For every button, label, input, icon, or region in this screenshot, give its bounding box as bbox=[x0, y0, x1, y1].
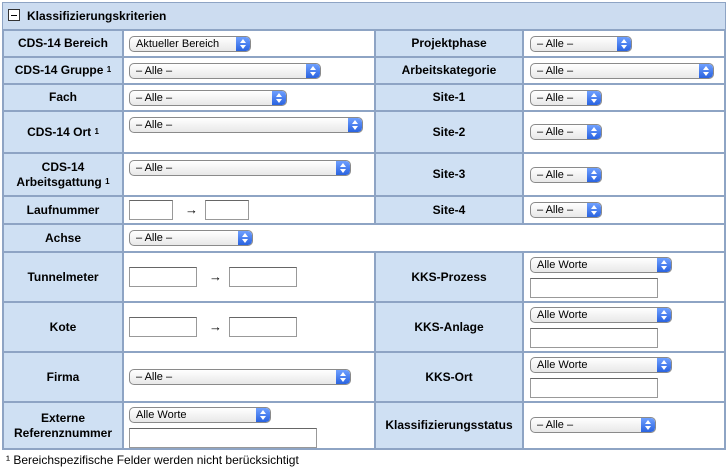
select-arrow-icon bbox=[272, 91, 286, 105]
value-kks-prozess bbox=[523, 252, 725, 302]
select-arrow-icon bbox=[587, 203, 601, 217]
select-value: Alle Worte bbox=[537, 259, 588, 271]
label-achse bbox=[3, 224, 123, 252]
label-site2 bbox=[375, 111, 523, 153]
label-text: Projektphase bbox=[411, 36, 487, 50]
kks-ort-input[interactable] bbox=[530, 378, 658, 398]
value-cds14-bereich bbox=[123, 30, 375, 57]
kks-prozess-select[interactable] bbox=[530, 257, 672, 273]
laufnummer-from-input[interactable] bbox=[129, 200, 173, 220]
label-text: Achse bbox=[44, 230, 82, 245]
externe-referenznummer-select[interactable] bbox=[129, 407, 271, 423]
select-arrow-icon bbox=[336, 161, 350, 175]
label-site3 bbox=[375, 153, 523, 196]
label-cds14-arbeitsgattung bbox=[3, 153, 123, 196]
label-site1 bbox=[375, 84, 523, 111]
label-cds14-bereich bbox=[3, 30, 123, 57]
value-achse bbox=[123, 224, 725, 252]
select-value: – Alle – bbox=[537, 204, 574, 216]
select-arrow-icon bbox=[699, 64, 713, 78]
collapse-toggle-icon[interactable] bbox=[8, 9, 20, 21]
label-arbeitsgattung-text: Arbeitsgattung bbox=[16, 174, 102, 189]
label-text: Site-4 bbox=[432, 202, 466, 217]
label-kks-anlage bbox=[375, 302, 523, 352]
label-text: Klassifizierungsstatus bbox=[385, 418, 513, 432]
label-arbeitskategorie bbox=[375, 57, 523, 84]
label-text: Site-2 bbox=[432, 124, 466, 139]
select-value: Alle Worte bbox=[537, 309, 588, 321]
select-value: Aktueller Bereich bbox=[136, 38, 220, 50]
klassifizierungsstatus-select[interactable] bbox=[530, 417, 656, 433]
fach-select[interactable] bbox=[129, 90, 287, 106]
label-klassifizierungsstatus bbox=[375, 402, 523, 449]
value-kote bbox=[123, 302, 375, 352]
label-kks-ort bbox=[375, 352, 523, 402]
label-kks-prozess bbox=[375, 252, 523, 302]
select-arrow-icon bbox=[587, 168, 601, 182]
select-arrow-icon bbox=[657, 358, 671, 372]
panel-title: Klassifizierungskriterien bbox=[27, 9, 167, 23]
label-site4 bbox=[375, 196, 523, 224]
kks-anlage-select[interactable] bbox=[530, 307, 672, 323]
site4-select[interactable] bbox=[530, 202, 602, 218]
select-value: – Alle – bbox=[136, 371, 173, 383]
range-arrow-icon: → bbox=[209, 269, 222, 284]
label-tunnelmeter bbox=[3, 252, 123, 302]
label-cds14-gruppe-text: CDS-14 Gruppe bbox=[14, 63, 104, 77]
select-value: – Alle – bbox=[136, 162, 173, 174]
label-text: Site-3 bbox=[432, 167, 466, 181]
select-value: – Alle – bbox=[537, 38, 574, 50]
label-text-line2: Referenznummer bbox=[13, 425, 113, 440]
value-fach bbox=[123, 84, 375, 111]
label-text: KKS-Prozess bbox=[411, 269, 487, 284]
select-arrow-icon bbox=[348, 118, 362, 132]
footnote-marker: 1 bbox=[106, 65, 112, 74]
select-arrow-icon bbox=[657, 258, 671, 272]
label-laufnummer bbox=[3, 196, 123, 224]
value-firma bbox=[123, 352, 375, 402]
footnote-marker: 1 bbox=[105, 176, 110, 186]
value-projektphase bbox=[523, 30, 725, 57]
kks-prozess-input[interactable] bbox=[530, 278, 658, 298]
cds14-arbeitsgattung-select[interactable] bbox=[129, 160, 351, 176]
value-externe-referenznummer bbox=[123, 402, 375, 449]
select-value: Alle Worte bbox=[537, 359, 588, 371]
label-cds14-ort bbox=[3, 111, 123, 153]
label-text bbox=[15, 63, 111, 78]
select-value: Alle Worte bbox=[136, 409, 187, 421]
select-arrow-icon bbox=[306, 64, 320, 78]
select-arrow-icon bbox=[238, 231, 252, 245]
select-arrow-icon bbox=[336, 370, 350, 384]
label-text-line1: Externe bbox=[40, 410, 86, 425]
value-arbeitskategorie bbox=[523, 57, 725, 84]
value-site4 bbox=[523, 196, 725, 224]
cds14-bereich-select[interactable] bbox=[129, 36, 251, 52]
label-fach bbox=[3, 84, 123, 111]
label-text: KKS-Ort bbox=[425, 369, 473, 384]
label-text: Tunnelmeter bbox=[27, 269, 99, 284]
value-laufnummer bbox=[123, 196, 375, 224]
select-value: – Alle – bbox=[537, 126, 574, 138]
select-value: – Alle – bbox=[136, 65, 173, 77]
select-value: – Alle – bbox=[537, 419, 574, 431]
select-arrow-icon bbox=[256, 408, 270, 422]
select-arrow-icon bbox=[587, 91, 601, 105]
tunnelmeter-to-input[interactable] bbox=[229, 267, 297, 287]
achse-select[interactable] bbox=[129, 230, 253, 246]
select-arrow-icon bbox=[617, 37, 631, 51]
site3-select[interactable] bbox=[530, 167, 602, 183]
value-kks-anlage bbox=[523, 302, 725, 352]
firma-select[interactable] bbox=[129, 369, 351, 385]
select-value: – Alle – bbox=[136, 232, 173, 244]
label-text: Fach bbox=[48, 90, 77, 104]
range-arrow-icon: → bbox=[209, 319, 222, 334]
kks-ort-select[interactable] bbox=[530, 357, 672, 373]
value-cds14-ort bbox=[123, 111, 375, 153]
projektphase-select[interactable] bbox=[530, 36, 632, 52]
label-text: KKS-Anlage bbox=[414, 319, 484, 334]
klassifizierung-panel bbox=[2, 2, 726, 450]
label-text: Laufnummer bbox=[26, 202, 100, 217]
label-projektphase bbox=[375, 30, 523, 57]
select-value: – Alle – bbox=[136, 119, 173, 131]
select-value: – Alle – bbox=[537, 65, 574, 77]
label-cds14-ort-text: CDS-14 Ort bbox=[27, 124, 92, 139]
select-arrow-icon bbox=[236, 37, 250, 51]
label-text-line2 bbox=[16, 175, 109, 190]
value-site3 bbox=[523, 153, 725, 196]
label-text: Site-1 bbox=[432, 90, 466, 104]
site1-select[interactable] bbox=[530, 90, 602, 106]
kote-from-input[interactable] bbox=[129, 317, 197, 337]
select-value: – Alle – bbox=[537, 92, 574, 104]
value-tunnelmeter bbox=[123, 252, 375, 302]
cds14-ort-select[interactable] bbox=[129, 117, 363, 133]
select-arrow-icon bbox=[587, 125, 601, 139]
label-cds14-gruppe bbox=[3, 57, 123, 84]
select-arrow-icon bbox=[641, 418, 655, 432]
range-arrow-icon: → bbox=[185, 202, 198, 217]
site2-select[interactable] bbox=[530, 124, 602, 140]
footnote-marker: 1 bbox=[94, 126, 99, 136]
value-klassifizierungsstatus bbox=[523, 402, 725, 449]
cds14-gruppe-select[interactable] bbox=[129, 63, 321, 79]
value-site2 bbox=[523, 111, 725, 153]
laufnummer-to-input[interactable] bbox=[205, 200, 249, 220]
panel-header bbox=[3, 3, 725, 30]
select-value: – Alle – bbox=[136, 92, 173, 104]
label-text: Arbeitskategorie bbox=[401, 63, 497, 77]
arbeitskategorie-select[interactable] bbox=[530, 63, 714, 79]
select-arrow-icon bbox=[657, 308, 671, 322]
select-value: – Alle – bbox=[537, 169, 574, 181]
value-kks-ort bbox=[523, 352, 725, 402]
label-text bbox=[27, 125, 99, 140]
label-kote bbox=[3, 302, 123, 352]
value-cds14-gruppe bbox=[123, 57, 375, 84]
label-firma bbox=[3, 352, 123, 402]
label-externe-referenznummer bbox=[3, 402, 123, 449]
kote-to-input[interactable] bbox=[229, 317, 297, 337]
label-text: CDS-14 Bereich bbox=[17, 36, 109, 50]
value-cds14-arbeitsgattung bbox=[123, 153, 375, 196]
label-text: Firma bbox=[46, 369, 80, 384]
label-text: Kote bbox=[49, 319, 77, 334]
label-text-line1: CDS-14 bbox=[41, 159, 85, 174]
footnote: ¹ Bereichspezifische Felder werden nicht berücksichtigt bbox=[6, 453, 299, 467]
externe-referenznummer-input[interactable] bbox=[129, 428, 317, 448]
tunnelmeter-from-input[interactable] bbox=[129, 267, 197, 287]
value-site1 bbox=[523, 84, 725, 111]
kks-anlage-input[interactable] bbox=[530, 328, 658, 348]
